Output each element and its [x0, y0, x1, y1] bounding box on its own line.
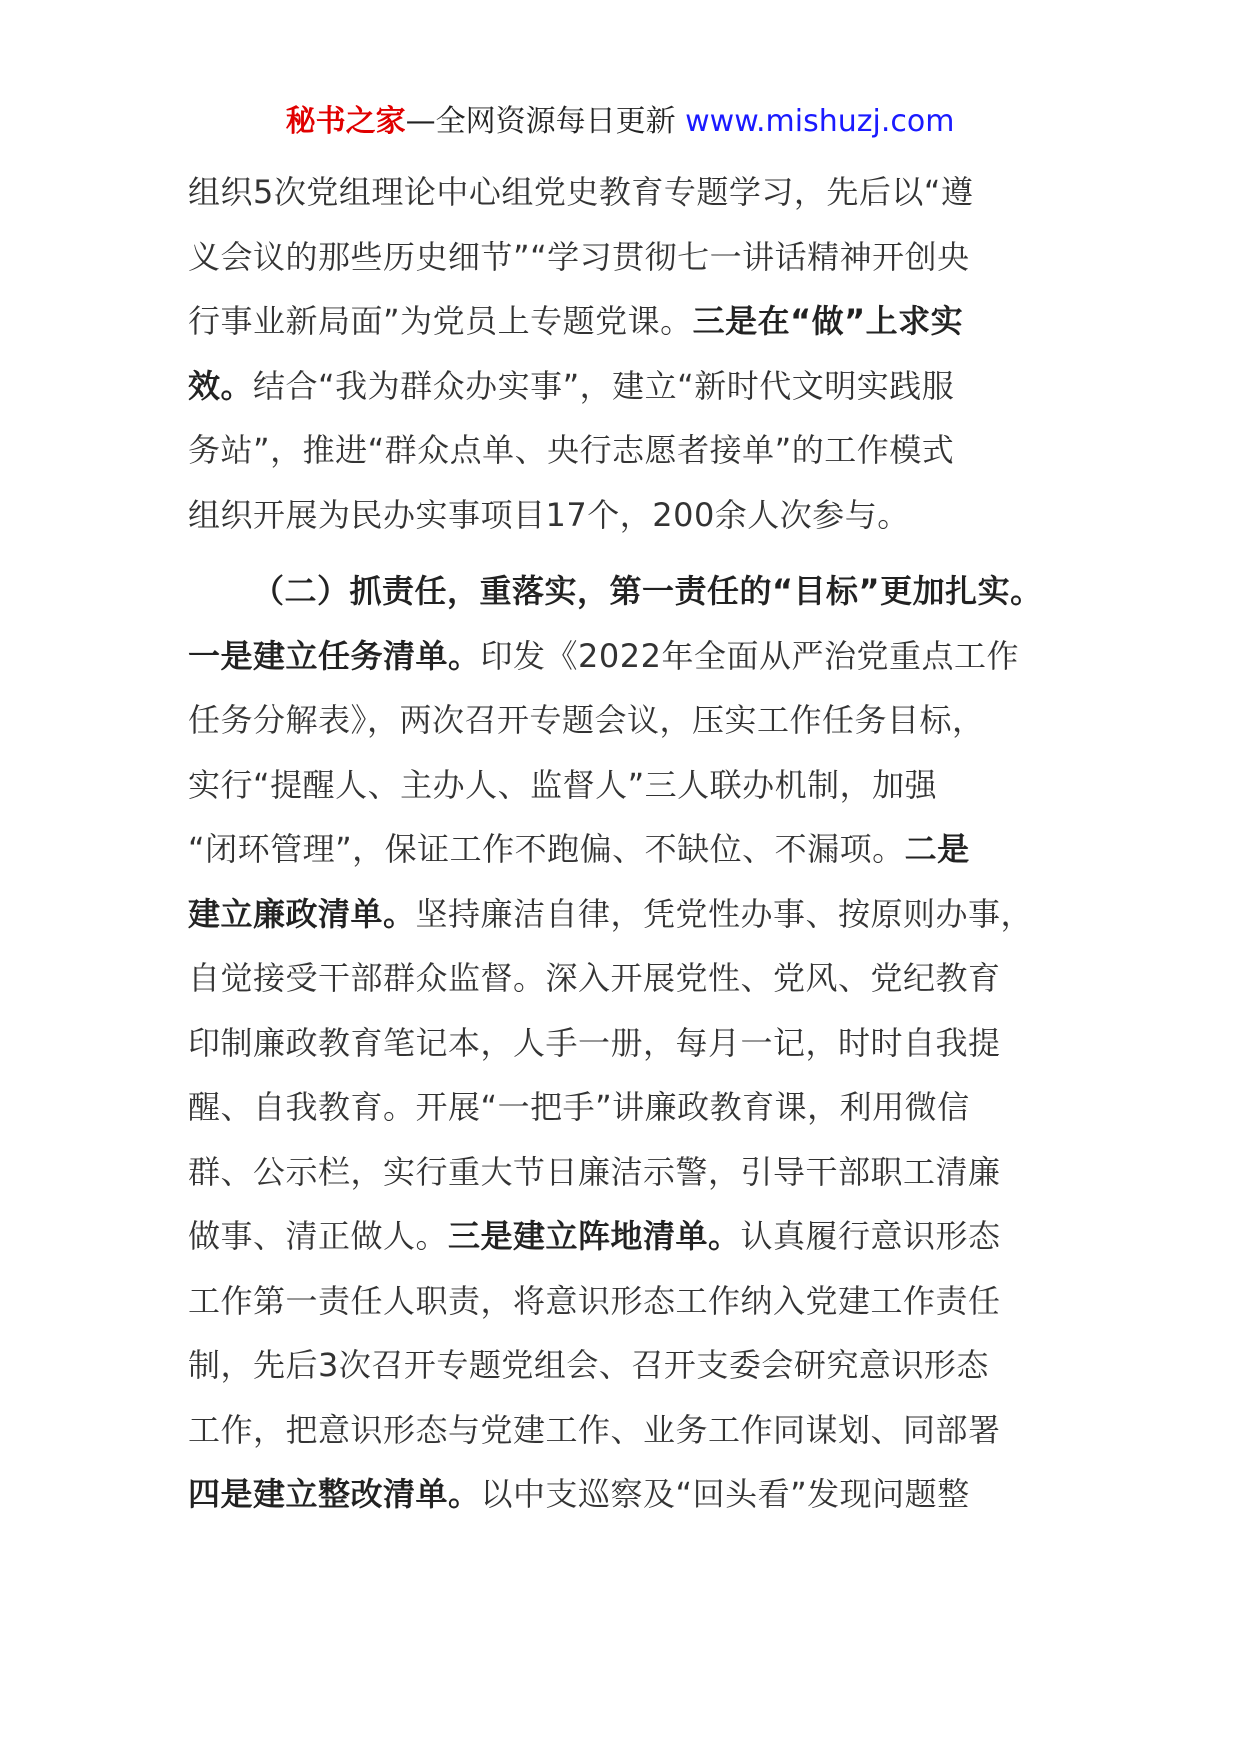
text-line: 做事、清正做人。三是建立阵地清单。认真履行意识形态 — [188, 1217, 1001, 1255]
text-line: 建立廉政清单。坚持廉洁自律，凭党性办事、按原则办事， — [188, 894, 1034, 933]
bold-phrase: 三是建立阵地清单。 — [448, 1217, 741, 1255]
text-line: 自觉接受干部群众监督。深入开展党性、党风、党纪教育 — [188, 959, 1001, 997]
paragraph-gap — [188, 547, 1088, 559]
text-line: 行事业新局面”为党员上专题党课。三是在“做”上求实 — [188, 302, 964, 340]
text-line: 四是建立整改清单。以中支巡察及“回头看”发现问题整 — [188, 1475, 970, 1513]
bold-phrase: 四是建立整改清单。 — [188, 1475, 481, 1513]
text-line: 制，先后3次召开专题党组会、召开支委会研究意识形态 — [188, 1346, 989, 1384]
bold-phrase: 一是建立任务清单。 — [188, 636, 481, 675]
text-line: 义会议的那些历史细节”“学习贯彻七一讲话精神开创央 — [188, 237, 970, 276]
text-line: 工作，把意识形态与党建工作、业务工作同谋划、同部署 — [188, 1410, 1001, 1449]
text-line: 印制廉政教育笔记本，人手一册，每月一记，时时自我提 — [188, 1023, 1001, 1062]
bold-phrase: 二是 — [904, 830, 970, 868]
text-line: 实行“提醒人、主办人、监督人”三人联办机制，加强 — [188, 765, 938, 804]
section-heading: （二）抓责任，重落实，第一责任的“目标”更加扎实。 — [252, 572, 1043, 610]
text-line: 务站”，推进“群众点单、央行志愿者接单”的工作模式 — [188, 431, 955, 469]
text-line: 工作第一责任人职责，将意识形态工作纳入党建工作责任 — [188, 1281, 1001, 1320]
site-url-link[interactable]: www.mishuzj.com — [685, 104, 955, 139]
bold-phrase: 效。 — [188, 366, 254, 405]
text-line: 组织5次党组理论中心组党史教育专题学习，先后以“遵 — [188, 173, 974, 211]
text-line: 任务分解表》，两次召开专题会议，压实工作任务目标， — [188, 701, 985, 739]
bold-phrase: 建立廉政清单。 — [188, 894, 416, 933]
text-line: 群、公示栏，实行重大节日廉洁示警，引导干部职工清廉 — [188, 1152, 1001, 1191]
text-line: 醒、自我教育。开展“一把手”讲廉政教育课，利用微信 — [188, 1088, 970, 1126]
site-tagline: —全网资源每日更新 — [405, 104, 676, 139]
text-line: 组织开展为民办实事项目17个，200余人次参与。 — [188, 495, 910, 534]
document-body — [188, 160, 1088, 1527]
bold-phrase: 三是在“做”上求实 — [692, 302, 964, 340]
site-brand: 秘书之家 — [285, 104, 406, 139]
text-line: 一是建立任务清单。印发《2022年全面从严治党重点工作 — [188, 636, 1019, 675]
text-line: “闭环管理”，保证工作不跑偏、不缺位、不漏项。二是 — [188, 830, 970, 868]
site-header — [0, 102, 1240, 142]
text-line: 效。结合“我为群众办实事”，建立“新时代文明实践服 — [188, 366, 955, 405]
